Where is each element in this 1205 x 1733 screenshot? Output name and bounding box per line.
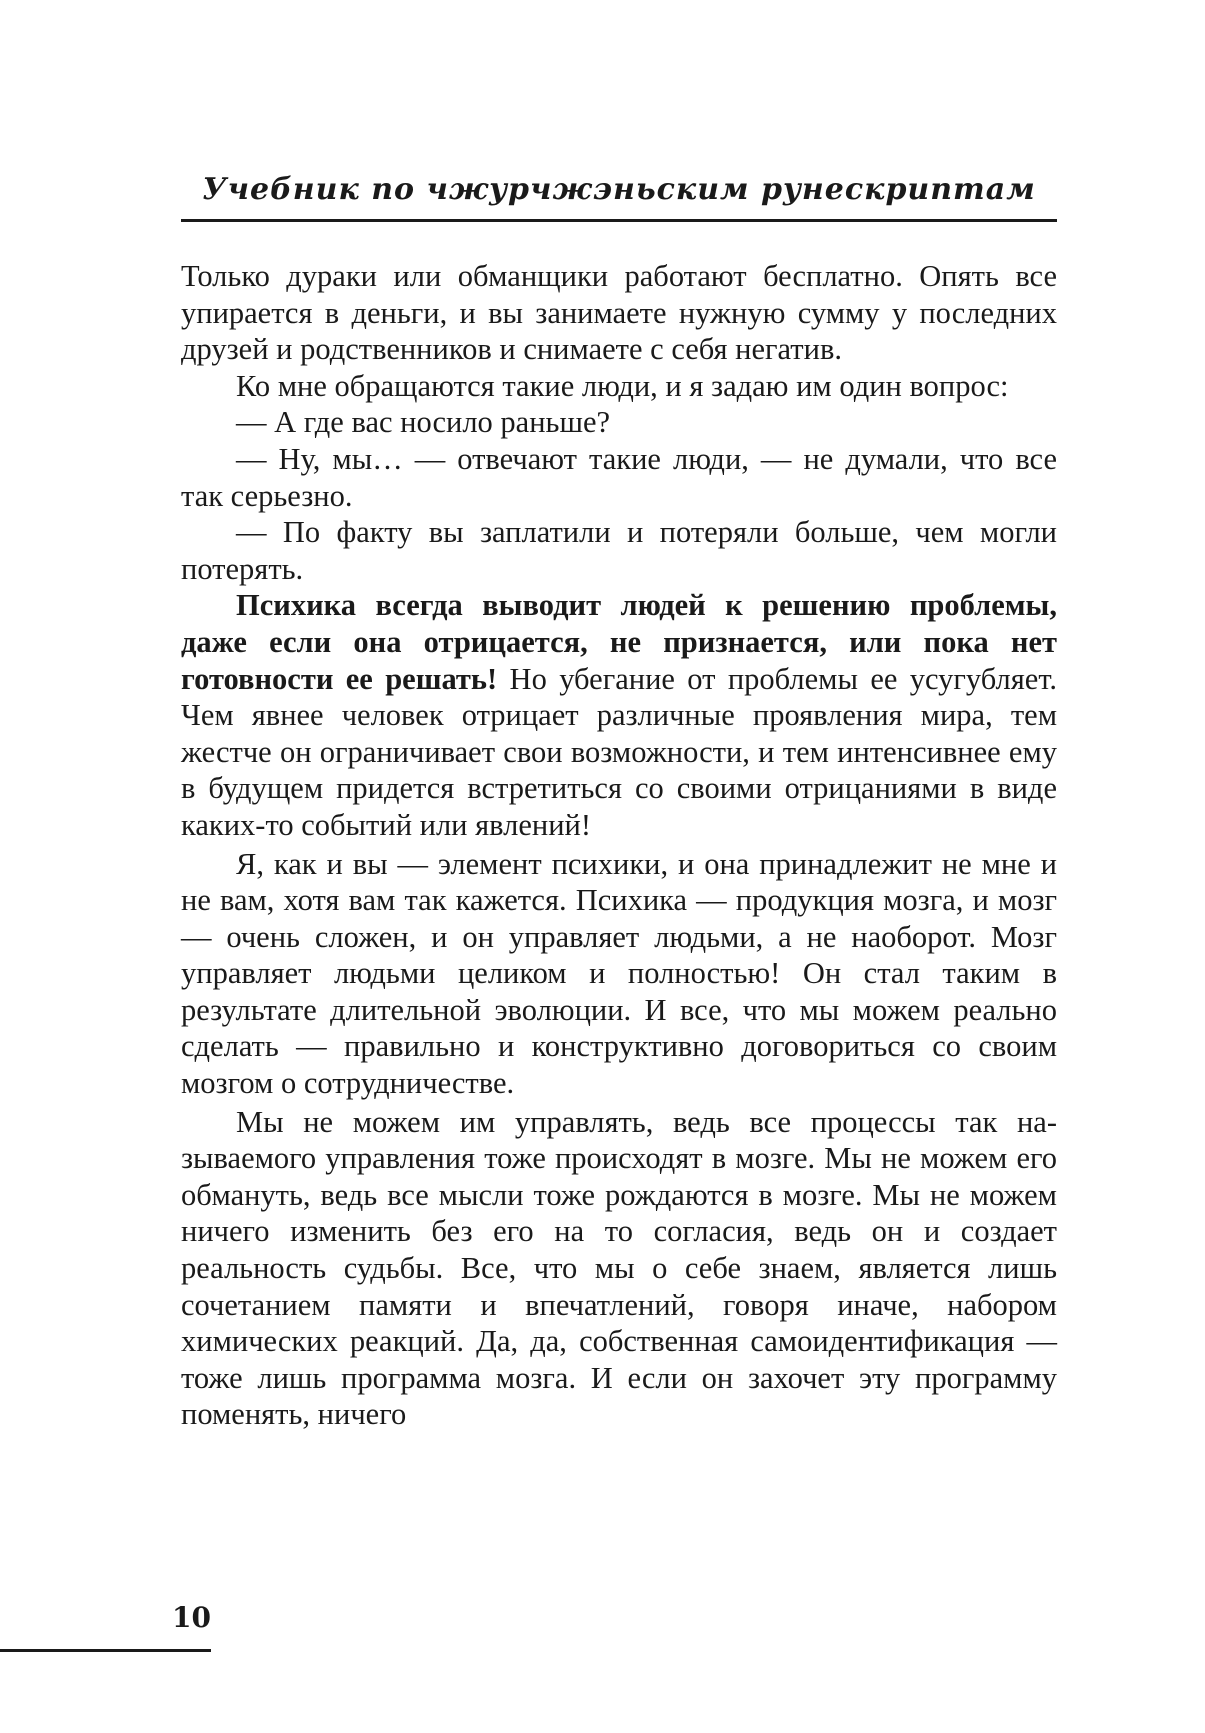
paragraph-psyche: Я, как и вы — элемент психики, и она принадлежит не мне и не вам, хотя вам так кажется. Психика — продукция мозга, и мозг — очень сложен, и он управляет людьми, а не наоборот. Мозг управляет людьми целиком и полностью! Он стал таким в результате длительной эволюции. И все, что мы можем реально сделать — правильно и конструктивно договориться со своим мозгом о сотрудничестве. xyxy=(181,846,1057,1101)
page-number: 10 xyxy=(172,1601,211,1634)
paragraph-brain: Мы не можем им управлять, ведь все процессы так называемого управления тоже происходят в мозге. Мы не можем его обмануть, ведь все мысли тоже рождаются в мозге. Мы не можем ничего изменить без его на то согласия, ведь он и создает реальность судьбы. Все, что мы о себе знаем, является лишь сочетанием памяти и впечатлений, говоря иначе, набором химических реакций. Да, да, собственная самоидентификация — тоже лишь программа мозга. И если он захочет эту программу поменять, ничего xyxy=(181,1104,1057,1432)
paragraph-emphasis-rest: Но убегание от проблемы ее усугубляет. Чем явнее человек отрицает различные проявления мира, тем жестче он ограничивает свои возможности, и тем интенсивнее ему в будущем придется встретиться со своими отрицаниями в виде каких-то событий или явлений! xyxy=(181,661,1057,842)
header-rule xyxy=(181,219,1057,222)
body-text xyxy=(181,258,1057,1433)
paragraph-2: Ко мне обращаются такие люди, и я задаю им один вопрос: xyxy=(236,368,1009,403)
paragraph-1: Только дураки или обманщики работают бесплатно. Опять все упирается в деньги, и вы занимаете нужную сумму у последних друзей и родственников и снимаете с себя негатив. xyxy=(181,259,1057,367)
paragraph-emphasis xyxy=(181,587,1057,843)
dialogue-line-1: — А где вас носило раньше? xyxy=(236,405,611,440)
footer-rule xyxy=(0,1649,211,1652)
dialogue-line-3: — По факту вы заплатили и потеряли больше, чем могли потерять. xyxy=(181,515,1057,586)
bold-statement: Психика всегда выводит людей к решению проблемы, даже если она отрицается, не признается, или пока нет готовности ее решать! xyxy=(181,588,1057,696)
running-title: Учебник по чжурчжэньским рунескриптам xyxy=(202,172,1036,207)
dialogue-line-2: — Ну, мы… — отвечают такие люди, — не думали, что все так серьезно. xyxy=(181,441,1057,513)
